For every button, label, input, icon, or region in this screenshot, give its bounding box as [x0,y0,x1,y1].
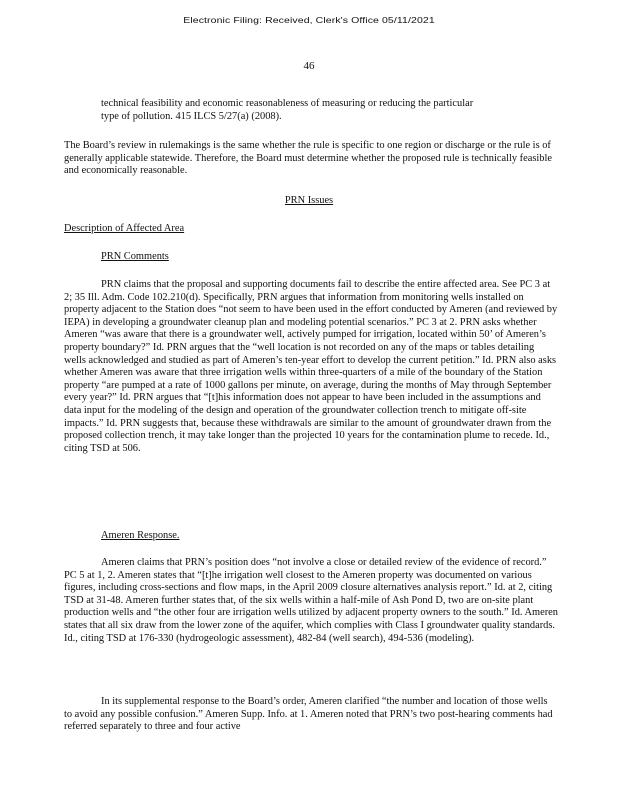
ameren-response-heading: Ameren Response. [101,530,180,541]
ameren-response-paragraph: Ameren claims that PRN’s position does “not involve a close or detailed review of the evidence of record.” PC 5 at 1, 2. Ameren states that “[t]he irrigation well closest to the Ameren property was documented on various figures, including cross-sections and flow maps, in the April 2009 closure alternatives analysis report.” Id. at 2, citing TSD at 31-48. Ameren further states that, of the six wells within a half-mile of Ash Pond D, two are on-site plant production wells and “the other four are irrigation wells utilized by adjacent property owners to the south.” Id. Ameren states that all six draw from the lower zone of the aquifer, which complies with Class I groundwater quality standards. Id., citing TSD at 176-330 (hydrogeologic assessment), 482-84 (well search), 494-536 (modeling). [64,557,558,644]
ameren-supplemental-paragraph: In its supplemental response to the Board’s order, Ameren clarified “the number and location of those wells to avoid any possible confusion.” Ameren Supp. Info. at 1. Ameren noted that PRN’s two post-hearing comments had referred separately to three and four active [64,696,553,733]
block-quote: technical feasibility and economic reasonableness of measuring or reducing the particular type of pollution. 415 ILCS 5/27(a) (2008). [101,98,474,122]
section-heading: PRN Issues [284,195,334,206]
subsection-heading: Description of Affected Area [64,223,185,234]
prn-comments-paragraph: PRN claims that the proposal and supporting documents fail to describe the entire affected area. See PC 3 at 2; 35 Ill. Adm. Code 102.210(d). Specifically, PRN argues that information from monitoring wells installed on property adjacent to the Station does “not seem to have been used in the effort conducted by Ameren (and reviewed by IEPA) in developing a groundwater cleanup plan and modeling potential scenarios.” PC 3 at 2. PRN asks whether Ameren “was aware that there is a groundwater well, actively pumped for irrigation, located within 50’ of Ameren’s property boundary?” Id. PRN argues that the “well location is not recorded on any of the maps or tables detailing wells acknowledged and studied as part of Ameren’s ten-year effort to develop the current petition.” Id. PRN also asks whether Ameren was aware that three irrigation wells within three-quarters of a mile of the boundary of the Station property “are pumped at a rate of 1000 gallons per minute, on average, during the months of May through September every year?” Id. PRN argues that “[t]his information does not appear to have been included in the assumptions and data input for the modeling of the design and operation of the groundwater collection trench to mitigate off-site impacts.” Id. PRN suggests that, because these withdrawals are similar to the amount of groundwater drawn from the proposed collection trench, it may take longer than the projected 10 years for the contamination plume to recede. Id., citing TSD at 506. [64,279,558,454]
prn-comments-heading: PRN Comments [101,251,169,262]
filing-stamp: Electronic Filing: Received, Clerk's Office 05/11/2021 [183,16,435,26]
page-number: 46 [303,60,315,72]
paragraph-board-review: The Board’s review in rulemakings is the same whether the rule is specific to one region or discharge or the rule is of generally applicable statewide. Therefore, the Board must determine whether the proposed rule is technically feasible and economically reasonable. [64,140,552,177]
